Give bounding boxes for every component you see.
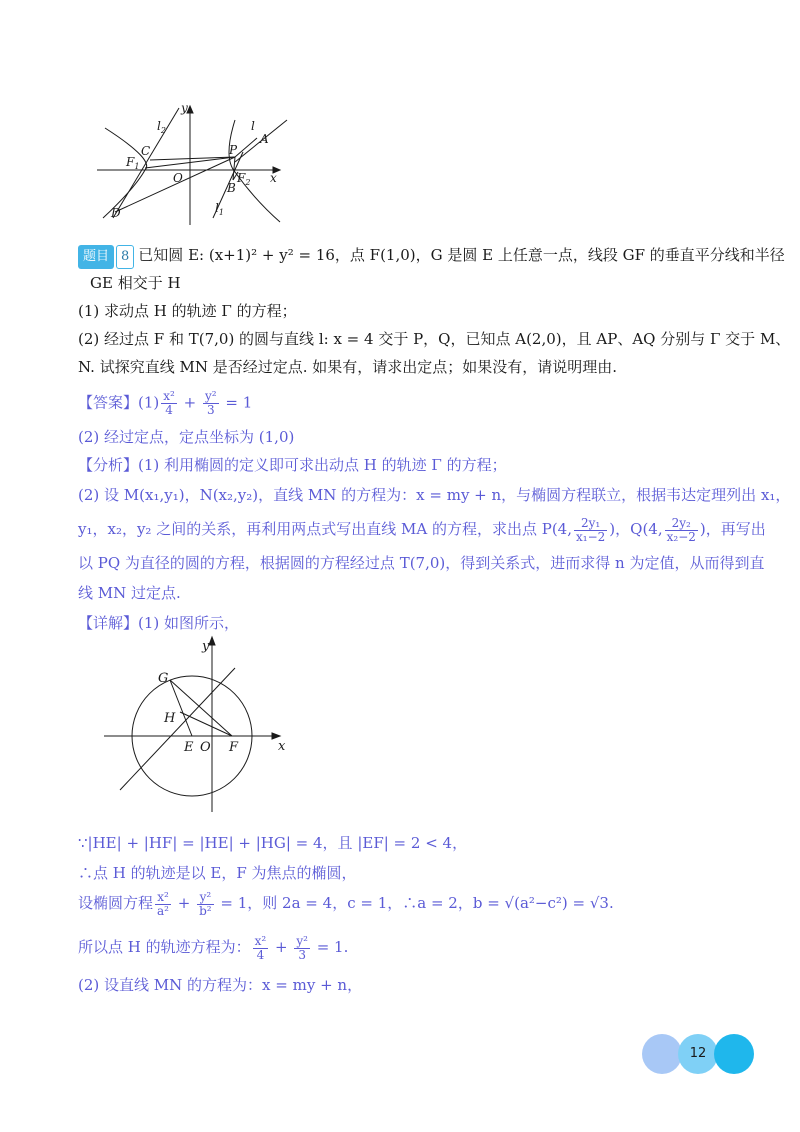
line-l2 (113, 108, 179, 218)
question-number: 8 (116, 245, 134, 269)
question-line2: GE 相交于 H (90, 274, 181, 292)
label-l1: $l_1$ (215, 201, 224, 217)
question-part1: (1) 求动点 H 的轨迹 Γ 的方程； (78, 302, 297, 320)
page-circle-right (714, 1034, 754, 1074)
detail-intro: 【详解】(1) 如图所示， (78, 614, 240, 632)
question-part2-line2: N. 试探究直线 MN 是否经过定点. 如果有，请求出定点；如果没有，请说明理由. (78, 358, 618, 376)
label-A: A (260, 132, 269, 146)
detail-step5: (2) 设直线 MN 的方程为：x = my + n， (78, 976, 363, 994)
hyperbola-figure (95, 100, 300, 230)
answer-fraction-x: $\frac{\text{x²}}{4}$ (163, 389, 175, 417)
analysis-line2: (2) 设 M(x₁,y₁)，N(x₂,y₂)，直线 MN 的方程为：x = my + n，与椭圆方程联立，根据韦达定理列出 x₁， (78, 486, 791, 504)
fig2-y-arrow (209, 637, 215, 645)
label-l: l (251, 119, 255, 133)
point-q-fraction: $\frac{\text{2y₂}}{\text{x₂−2}}$ (666, 515, 696, 544)
question-line1 (78, 244, 785, 269)
label-F1: $F_1$ (126, 155, 140, 171)
y-arrow (187, 106, 193, 113)
label-O: O (173, 171, 183, 185)
analysis-line4: 以 PQ 为直径的圆的方程，根据圆的方程经过点 T(7,0)，得到关系式，进而求得 n 为定值，从而得到直 (78, 554, 765, 572)
fig2-label-E: E (184, 740, 194, 755)
label-C: C (141, 144, 151, 158)
page-number-badge (640, 1034, 760, 1078)
analysis-line5: 线 MN 过定点. (78, 584, 181, 602)
fig2-label-O: O (200, 740, 211, 755)
page-circle-left (642, 1034, 682, 1074)
question-text-1: 已知圆 E: (x+1)² + y² = 16，点 F(1,0)，G 是圆 E 上任意一点，线段 GF 的垂直平分线和半径 (138, 246, 785, 264)
fig2-label-x: x (278, 739, 286, 754)
detail-step1: ∵|HE| + |HF| = |HE| + |HG| = 4，且 |EF| = 2 < 4， (78, 834, 468, 852)
analysis-line1: 【分析】(1) 利用椭圆的定义即可求出动点 H 的轨迹 Γ 的方程； (78, 456, 507, 474)
label-B: B (227, 181, 236, 195)
fig2-label-G: G (158, 671, 169, 686)
point-p-fraction: $\frac{\text{2y₁}}{\text{x₁−2}}$ (575, 515, 606, 544)
detail-label: 【详解】 (78, 614, 139, 632)
answer-label: 【答案】 (78, 393, 139, 412)
question-part2-line1: (2) 经过点 F 和 T(7,0) 的圆与直线 l: x = 4 交于 P，Q，已知点 A(2,0)，且 AP、AQ 分别与 Γ 交于 M、 (78, 330, 791, 348)
label-l2: $l_2$ (157, 119, 166, 135)
detail-step3: 设椭圆方程 $\frac{\text{x²}}{\text{a²}}$ + $\frac{\text{y²}}{\text{b²}}$ = 1，则 2a = 4，c = 1，∴a = 2，b = √(a²−c²) = √3. (78, 889, 614, 918)
analysis-label: 【分析】 (78, 456, 139, 474)
answer-line2: (2) 经过定点，定点坐标为 (1,0) (78, 428, 295, 446)
page-number: 12 (689, 1046, 707, 1061)
fig2-label-F: F (229, 740, 239, 755)
label-x: x (270, 171, 277, 185)
fig2-label-H: H (164, 711, 176, 726)
label-P: P (229, 143, 238, 157)
label-D: D (111, 206, 121, 220)
fig2-label-y: y (202, 639, 210, 654)
label-F2: $F_2$ (237, 171, 251, 187)
detail-step4: 所以点 H 的轨迹方程为： $\frac{\text{x²}}{4}$ + $\frac{\text{y²}}{3}$ = 1. (78, 933, 349, 962)
analysis-line3: y₁，x₂，y₂ 之间的关系，再利用两点式写出直线 MA 的方程，求出点 P(4, $\frac{\text{2y₁}}{\text{x₁−2}}$ )，Q(4, $\frac{\text{2y₂}}{\text{x₂−2}}$ )，再写出 (78, 515, 766, 544)
segment-GE (170, 680, 192, 736)
answer-line1: 【答案】(1) $\frac{\text{x²}}{4}$ + $\frac{\text{y²}}{3}$ = 1 (78, 389, 253, 417)
question-badge: 题目 (78, 245, 114, 269)
circle-figure (100, 630, 300, 820)
label-y: y (181, 101, 188, 115)
answer-fraction-y: $\frac{\text{y²}}{3}$ (204, 389, 217, 417)
detail-step2: ∴点 H 的轨迹是以 E，F 为焦点的椭圆， (78, 864, 357, 882)
